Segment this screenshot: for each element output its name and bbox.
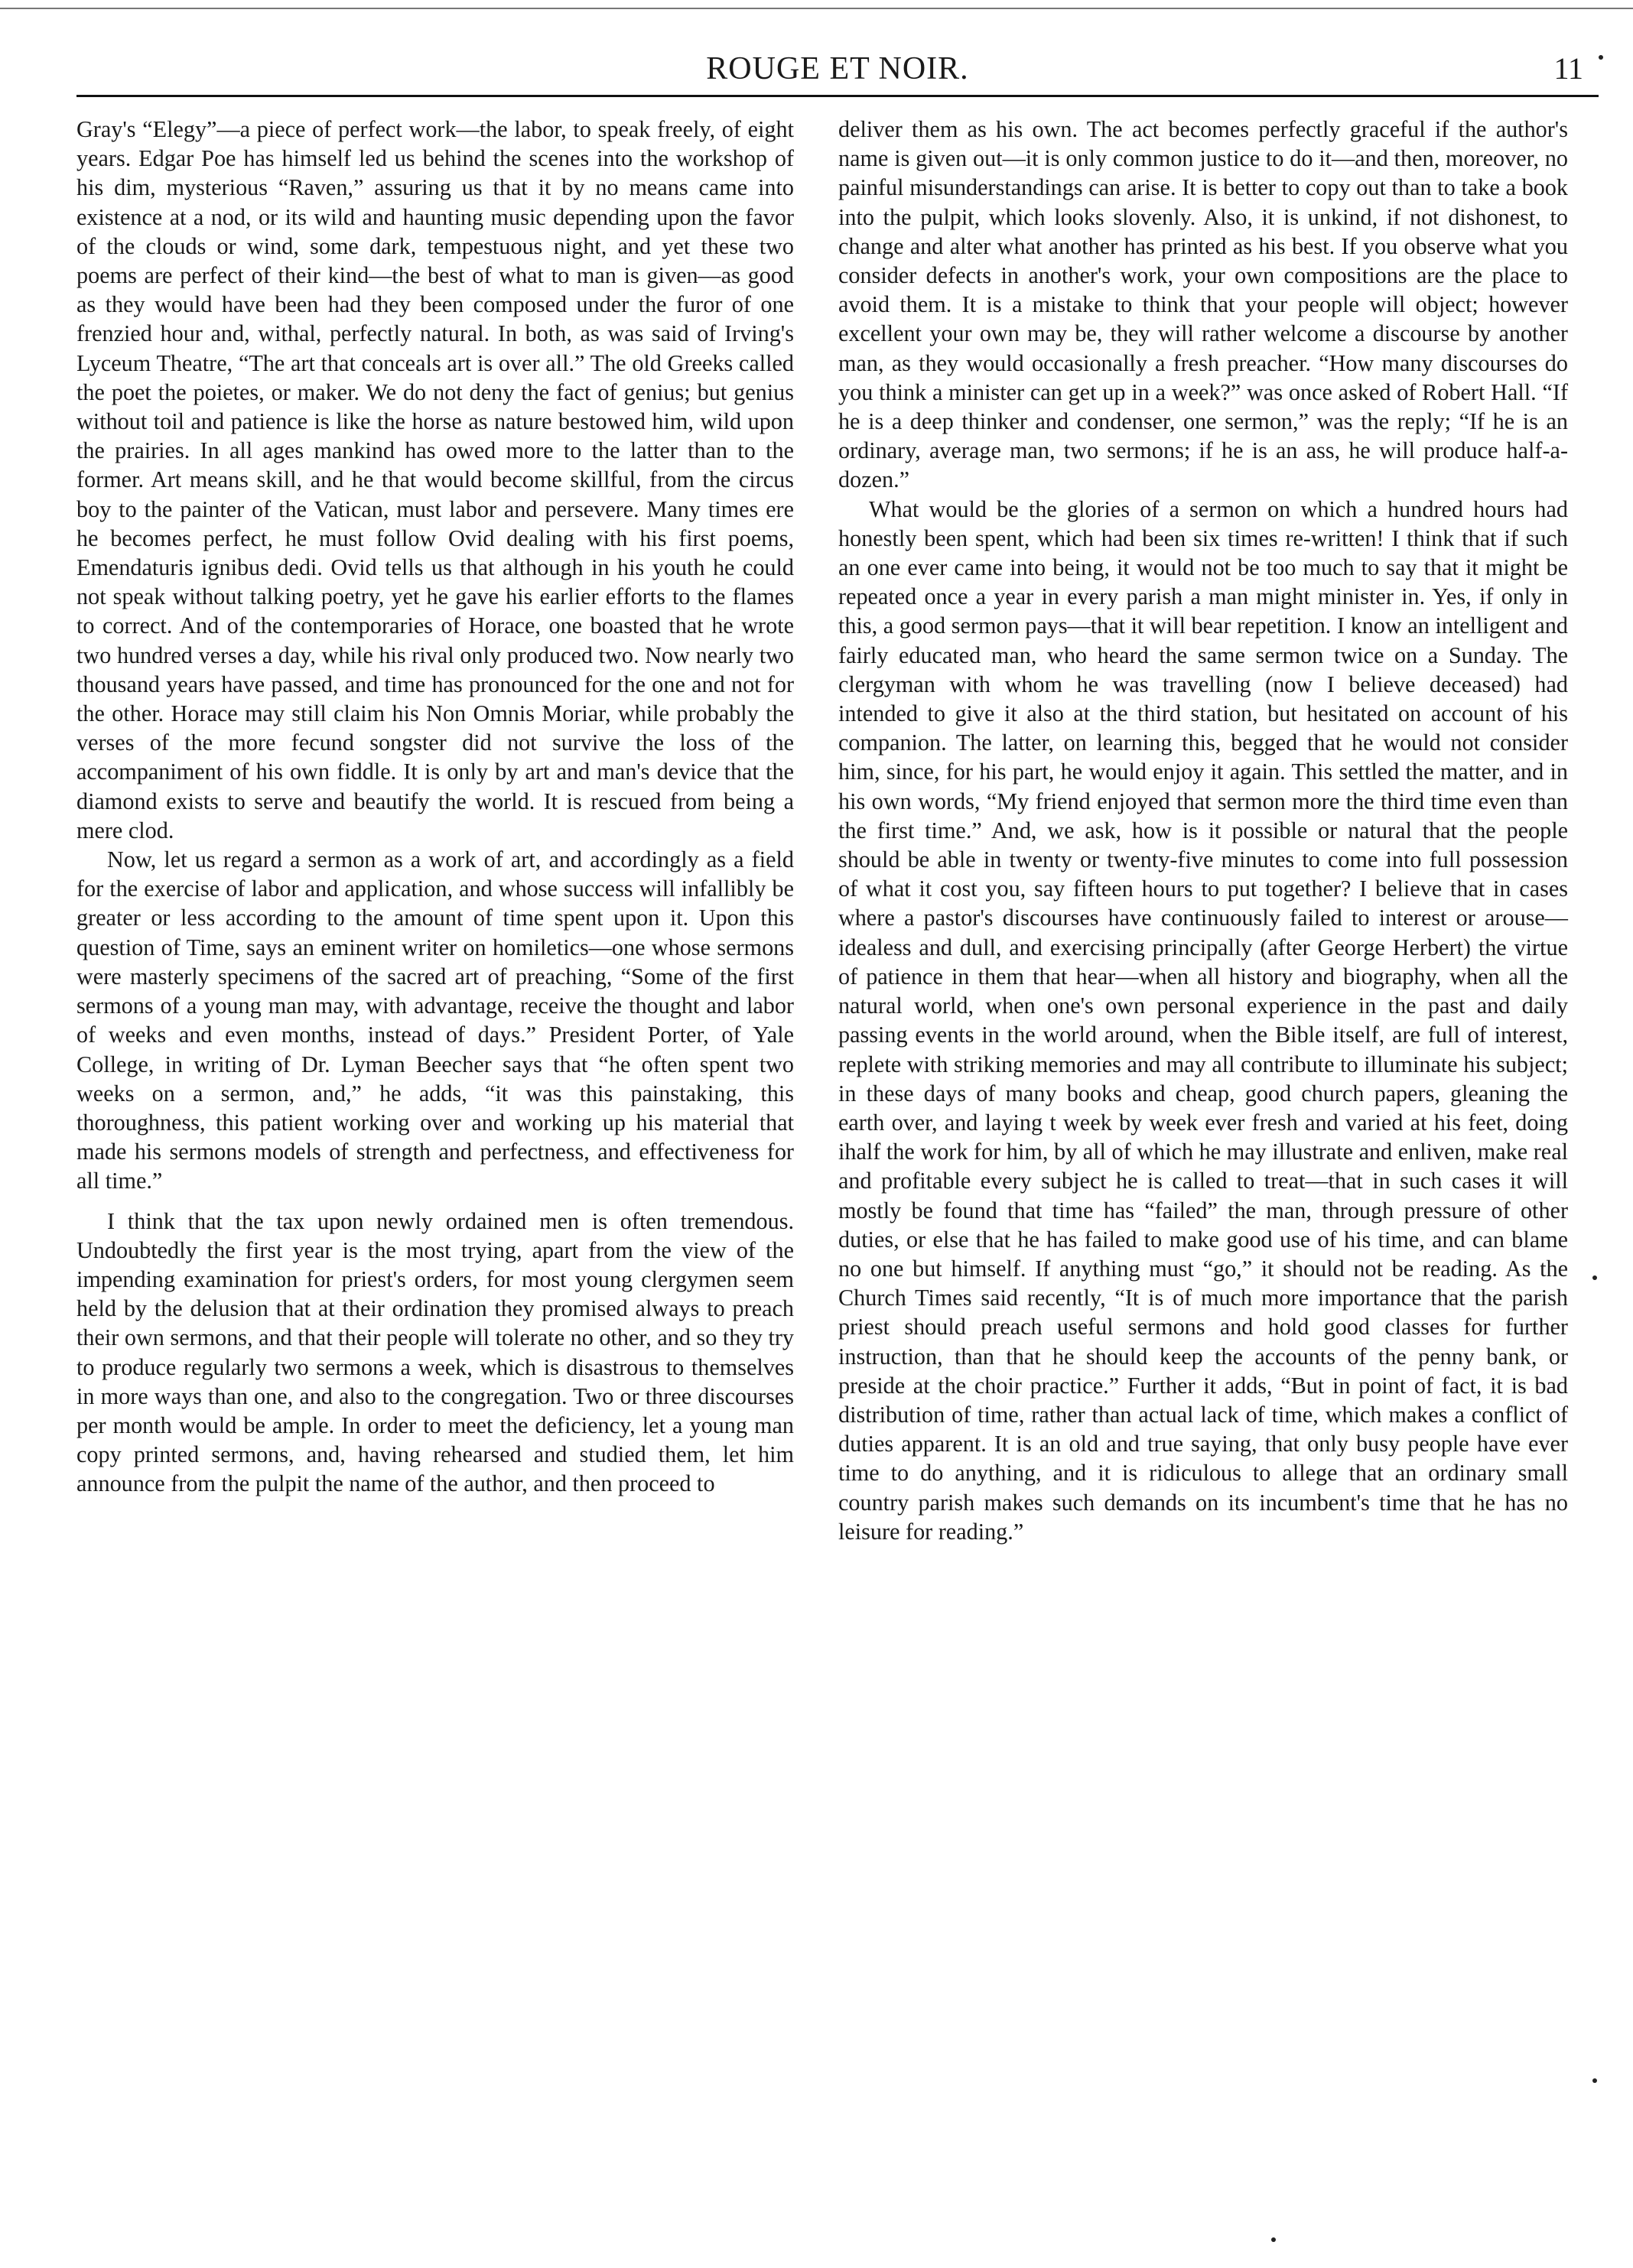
page-number: 11 <box>1553 51 1583 86</box>
print-speck <box>1271 2237 1276 2242</box>
left-paragraph-3: I think that the tax upon newly ordained men is often tremendous. Undoubtedly the first year is the most trying, apart from the view of the impending examination for priest's orders, for most young clergymen seem held by the delusion that at their ordination they promised always to preach their own sermons, and that their people will tolerate no other, and so they try to produce regularly two sermons a week, which is disastrous to themselves in more ways than one, and also to the congregation. Two or three discourses per month would be ample. In order to meet the deficiency, let a young man copy printed sermons, and, having rehearsed and studied them, let him announce from the pulpit the name of the author, and then proceed to <box>76 1207 794 1497</box>
print-speck <box>1599 55 1603 60</box>
right-paragraph-1: deliver them as his own. The act becomes perfectly graceful if the author's name is given out—it is only common justice to do it—and then, moreover, no painful misunderstandings can arise. It is better to copy out than to take a book into the pulpit, which looks slovenly. Also, it is unkind, if not dishonest, to change and alter what another has printed as his best. If you observe what you consider defects in another's work, your own compositions are the place to avoid them. It is a mistake to think that your people will object; however excellent your own may be, they will rather welcome a discourse by another man, as they would occasionally a fresh preacher. “How many discourses do you think a minister can get up in a week?” was once asked of Robert Hall. “If he is a deep thinker and condenser, one sermon,” was the reply; “If he is an ordinary, average man, two sermons; if he is an ass, he will produce half-a-dozen.” <box>838 116 1568 493</box>
left-column <box>76 115 794 1499</box>
top-edge-rule <box>0 0 1633 9</box>
header-rule <box>76 95 1599 97</box>
left-paragraph-2: Now, let us regard a sermon as a work of art, and accordingly as a field for the exercise of labor and application, and whose success will infallibly be greater or less according to the amount of time spent upon it. Upon this question of Time, says an eminent writer on homiletics—one whose sermons were masterly specimens of the sacred art of preaching, “Some of the first sermons of a young man may, with advantage, receive the thought and labor of weeks and even months, instead of days.” President Porter, of Yale College, in writing of Dr. Lyman Beecher says that “he often spent two weeks on a sermon, and,” he adds, “it was this painstaking, this thoroughness, this patient working over and working up his material that made his sermons models of strength and perfectness, and effectiveness for all time.” <box>76 846 794 1194</box>
print-speck <box>1592 1275 1597 1280</box>
right-column <box>838 115 1568 1546</box>
print-speck <box>1592 2078 1597 2083</box>
page-header <box>76 47 1599 93</box>
left-paragraph-1: Gray's “Elegy”—a piece of perfect work—the labor, to speak freely, of eight years. Edgar Poe has himself led us behind the scenes into the workshop of his dim, mysterious “Raven,” assuring us that it by no means came into existence at a nod, or its wild and haunting music depending upon the favor of the clouds or wind, some dark, tempestuous night, and yet these two poems are perfect of their kind—the best of what to man is given—as good as they would have been had they been composed under the furor of one frenzied hour and, withal, perfectly natural. In both, as was said of Irving's Lyceum Theatre, “The art that conceals art is over all.” The old Greeks called the poet the poietes, or maker. We do not deny the fact of genius; but genius without toil and patience is like the horse as nature bestowed him, wild upon the prairies. In all ages mankind has owed more to the latter than to the former. Art means skill, and he that would become skillful, from the circus boy to the painter of the Vatican, must labor and persevere. Many times ere he becomes perfect, he must follow Ovid dealing with his first poems, Emendaturis ignibus dedi. Ovid tells us that although in his youth he could not speak without talking poetry, yet he gave his earlier efforts to the flames to correct. And of the contemporaries of Horace, one boasted that he wrote two hundred verses a day, while his rival only produced two. Now nearly two thousand years have passed, and time has pronounced for the one and not for the other. Horace may still claim his Non Omnis Moriar, while probably the verses of the more fecund songster did not survive the loss of the accompaniment of his own fiddle. It is only by art and man's device that the diamond exists to serve and beautify the world. It is rescued from being a mere clod. <box>76 116 794 843</box>
right-paragraph-2: What would be the glories of a sermon on which a hundred hours had honestly been spent, which had been six times re-written! I think that if such an one ever came into being, it would not be too much to say that it might be repeated once a year in every parish a man might minister in. Yes, if only in this, a good sermon pays—that it will bear repetition. I know an intelligent and fairly educated man, who heard the same sermon twice on a Sunday. The clergyman with whom he was travelling (now I believe deceased) had intended to give it also at the third station, but hesitated on account of his companion. The latter, on learning this, begged that he would not consider him, since, for his part, he would enjoy it again. This settled the matter, and in his own words, “My friend enjoyed that sermon more the third time even than the first time.” And, we ask, how is it possible or natural that the people should be able in twenty or twenty-five minutes to come into full possession of what it cost you, say fifteen hours to put together? I believe that in cases where a pastor's discourses have continuously failed to interest or arouse—idealess and dull, and exercising principally (after George Herbert) the virtue of patience in them that hear—when all history and biography, when all the natural world, when one's own personal experience in the past and daily passing events in the world around, when the Bible itself, are full of interest, replete with striking memories and may all contribute to illuminate his subject; in these days of many books and cheap, good church papers, gleaning the earth over, and laying t week by week ever fresh and varied at his feet, doing ihalf the work for him, by all of which he may illustrate and enliven, make real and profitable every subject he is called to treat—that in such cases it will mostly be found that time has “failed” the man, through pressure of other duties, or else that he has failed to make good use of his time, and can blame no one but himself. If anything must “go,” it should not be reading. As the Church Times said recently, “It is of much more importance that the parish priest should preach useful sermons and hold good classes for further instruction, than that he should keep the accounts of the penny bank, or preside at the choir practice.” Further it adds, “But in point of fact, it is bad distribution of time, rather than actual lack of time, which makes a conflict of duties apparent. It is an old and true saying, that only busy people have ever time to do anything, and it is ridiculous to allege that an ordinary small country parish makes such demands on its incumbent's time that he has no leisure for reading.” <box>838 496 1568 1545</box>
running-title: ROUGE ET NOIR. <box>706 51 969 86</box>
